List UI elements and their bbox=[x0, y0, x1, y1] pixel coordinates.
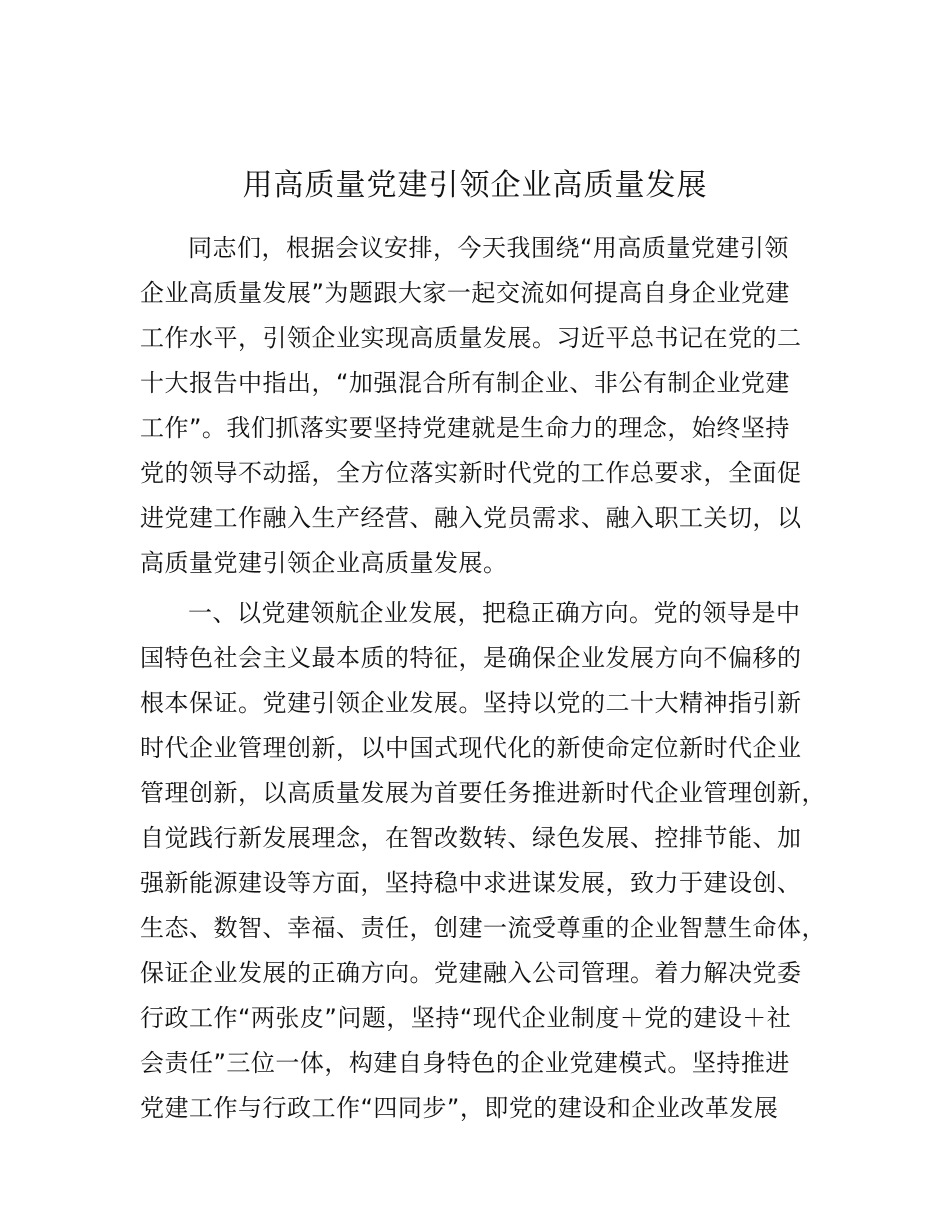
paragraph-line: 会责任”三位一体，构建自身特色的企业党建模式。坚持推进 bbox=[140, 1049, 790, 1077]
paragraph-line: 保证企业发展的正确方向。党建融入公司管理。着力解决党委 bbox=[140, 959, 802, 987]
paragraph-line: 时代企业管理创新，以中国式现代化的新使命定位新时代企业 bbox=[140, 734, 802, 762]
paragraph-line: 党的领导不动摇，全方位落实新时代党的工作总要求，全面促 bbox=[140, 459, 802, 487]
paragraph-line: 根本保证。党建引领企业发展。坚持以党的二十大精神指引新 bbox=[140, 689, 802, 717]
paragraph-line: 高质量党建引领企业高质量发展。 bbox=[140, 549, 508, 577]
document-title: 用高质量党建引领企业高质量发展 bbox=[242, 168, 708, 203]
paragraph-line: 十大报告中指出，“加强混合所有制企业、非公有制企业党建 bbox=[140, 369, 790, 397]
paragraph-line: 进党建工作融入生产经营、融入党员需求、融入职工关切，以 bbox=[140, 504, 802, 532]
paragraph-line: 企业高质量发展”为题跟大家一起交流如何提高自身企业党建 bbox=[140, 279, 790, 307]
paragraph-line: 工作”。我们抓落实要坚持党建就是生命力的理念，始终坚持 bbox=[140, 414, 790, 442]
paragraph-line: 国特色社会主义最本质的特征，是确保企业发展方向不偏移的 bbox=[140, 644, 802, 672]
paragraph-line: 同志们，根据会议安排，今天我围绕“用高质量党建引领 bbox=[188, 234, 789, 262]
paragraph-line: 一、以党建领航企业发展，把稳正确方向。党的领导是中 bbox=[188, 599, 801, 627]
paragraph-line: 管理创新，以高质量发展为首要任务推进新时代企业管理创新， bbox=[140, 779, 826, 807]
paragraph-line: 自觉践行新发展理念，在智改数转、绿色发展、控排节能、加 bbox=[140, 824, 802, 852]
paragraph-line: 党建工作与行政工作“四同步”，即党的建设和企业改革发展 bbox=[140, 1094, 779, 1122]
paragraph-line: 工作水平，引领企业实现高质量发展。习近平总书记在党的二 bbox=[140, 324, 802, 352]
paragraph-line: 强新能源建设等方面，坚持稳中求进谋发展，致力于建设创、 bbox=[140, 869, 802, 897]
paragraph-line: 生态、数智、幸福、责任，创建一流受尊重的企业智慧生命体， bbox=[140, 914, 826, 942]
paragraph-line: 行政工作“两张皮”问题，坚持“现代企业制度＋党的建设＋社 bbox=[140, 1004, 792, 1032]
